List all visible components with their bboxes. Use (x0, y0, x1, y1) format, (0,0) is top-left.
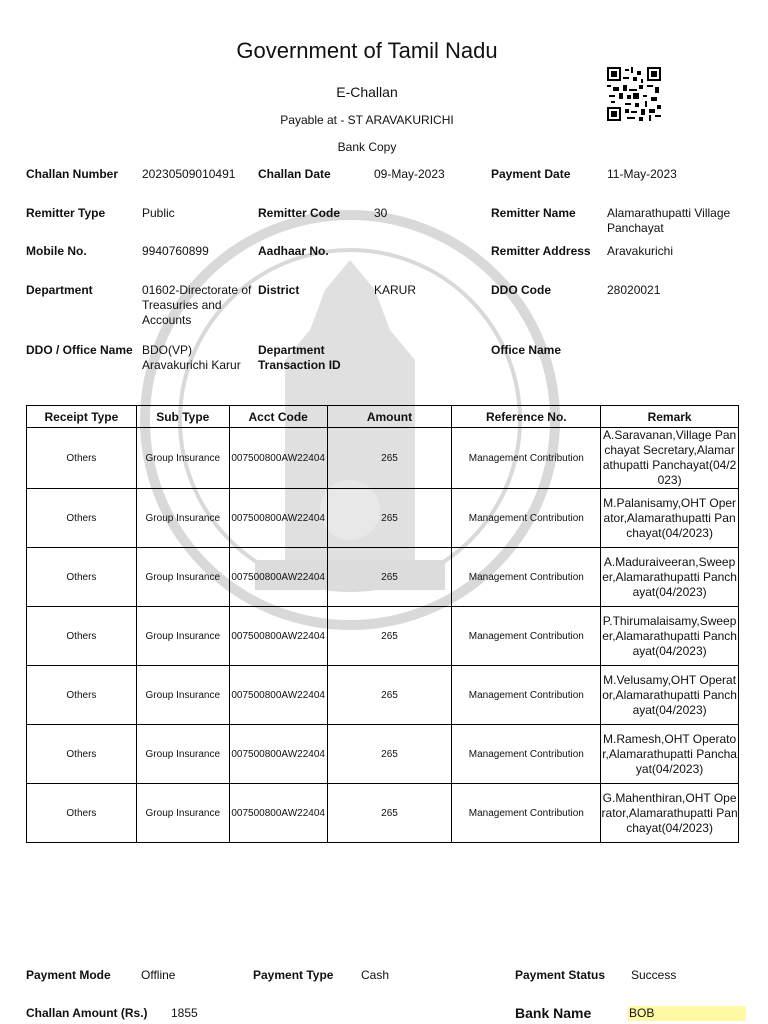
department-value: 01602-Directorate of Treasuries and Accounts (142, 283, 252, 327)
payment-date-label: Payment Date (491, 167, 571, 181)
payment-mode-value: Offline (141, 968, 176, 982)
sub-type-cell: Group Insurance (136, 548, 229, 607)
bank-name-value: BOB (628, 1006, 746, 1021)
sub-type-cell: Group Insurance (136, 784, 229, 843)
remitter-name-label: Remitter Name (491, 206, 576, 220)
table-row (27, 607, 739, 666)
reference-cell: Management Contribution (452, 784, 601, 843)
remark-cell: A.Saravanan,Village Panchayat Secretary,Alamarathupatti Panchayat(04/2023) (601, 428, 739, 489)
col-acct-code: Acct Code (229, 406, 327, 428)
remark-cell: P.Thirumalaisamy,Sweeper,Alamarathupatti Panchayat(04/2023) (601, 607, 739, 666)
receipt-type-cell: Others (27, 666, 137, 725)
sub-type-cell: Group Insurance (136, 607, 229, 666)
reference-cell: Management Contribution (452, 725, 601, 784)
mobile-label: Mobile No. (26, 244, 87, 258)
challan-amount-label: Challan Amount (Rs.) (26, 1006, 148, 1020)
mobile-value: 9940760899 (142, 244, 209, 258)
acct-code-cell: 007500800AW22404 (229, 548, 327, 607)
amount-cell: 265 (327, 725, 452, 784)
payment-date-value: 11-May-2023 (607, 167, 677, 181)
table-row (27, 428, 739, 489)
amount-cell: 265 (327, 784, 452, 843)
col-reference: Reference No. (452, 406, 601, 428)
remitter-type-label: Remitter Type (26, 206, 106, 220)
acct-code-cell: 007500800AW22404 (229, 489, 327, 548)
receipt-type-cell: Others (27, 725, 137, 784)
receipt-type-cell: Others (27, 428, 137, 489)
remitter-code-label: Remitter Code (258, 206, 341, 220)
payable-at: Payable at - ST ARAVAKURICHI (280, 113, 454, 127)
remark-cell: A.Maduraiveeran,Sweeper,Alamarathupatti Panchayat(04/2023) (601, 548, 739, 607)
reference-cell: Management Contribution (452, 607, 601, 666)
table-row (27, 548, 739, 607)
col-sub-type: Sub Type (136, 406, 229, 428)
amount-cell: 265 (327, 489, 452, 548)
challan-date-label: Challan Date (258, 167, 331, 181)
receipt-type-cell: Others (27, 489, 137, 548)
payment-mode-label: Payment Mode (26, 968, 111, 982)
table-row (27, 784, 739, 843)
acct-code-cell: 007500800AW22404 (229, 784, 327, 843)
remark-cell: M.Ramesh,OHT Operator,Alamarathupatti Panchayat(04/2023) (601, 725, 739, 784)
aadhaar-label: Aadhaar No. (258, 244, 329, 258)
table-row (27, 666, 739, 725)
ddo-code-value: 28020021 (607, 283, 661, 297)
page-title: Government of Tamil Nadu (236, 38, 498, 63)
table-row (27, 489, 739, 548)
department-label: Department (26, 283, 93, 297)
receipt-type-cell: Others (27, 548, 137, 607)
dept-transaction-label: Department Transaction ID (258, 343, 341, 372)
district-label: District (258, 283, 300, 297)
payment-status-value: Success (631, 968, 677, 982)
payment-status-label: Payment Status (515, 968, 606, 982)
district-value: KARUR (374, 283, 417, 297)
bank-name-label: Bank Name (515, 1005, 592, 1021)
remitter-address-value: Aravakurichi (607, 244, 674, 258)
col-amount: Amount (327, 406, 452, 428)
qr-code-icon (607, 67, 661, 121)
reference-cell: Management Contribution (452, 428, 601, 489)
payment-type-value: Cash (361, 968, 390, 982)
challan-date-value: 09-May-2023 (374, 167, 445, 181)
amount-cell: 265 (327, 607, 452, 666)
table-header-row (27, 406, 739, 428)
col-remark: Remark (601, 406, 739, 428)
sub-type-cell: Group Insurance (136, 725, 229, 784)
amount-cell: 265 (327, 428, 452, 489)
document-type: E-Challan (336, 84, 398, 100)
copy-type: Bank Copy (337, 140, 397, 154)
table-row (27, 725, 739, 784)
receipt-type-cell: Others (27, 784, 137, 843)
remitter-name-value: Alamarathupatti Village Panchayat (607, 206, 731, 235)
col-receipt-type: Receipt Type (27, 406, 137, 428)
remitter-code-value: 30 (374, 206, 388, 220)
challan-amount-value: 1855 (171, 1006, 198, 1020)
amount-cell: 265 (327, 666, 452, 725)
challan-number-label: Challan Number (26, 167, 119, 181)
amount-cell: 265 (327, 548, 452, 607)
sub-type-cell: Group Insurance (136, 428, 229, 489)
sub-type-cell: Group Insurance (136, 666, 229, 725)
payment-type-label: Payment Type (253, 968, 334, 982)
sub-type-cell: Group Insurance (136, 489, 229, 548)
reference-cell: Management Contribution (452, 548, 601, 607)
reference-cell: Management Contribution (452, 489, 601, 548)
remitter-address-label: Remitter Address (491, 244, 591, 258)
acct-code-cell: 007500800AW22404 (229, 428, 327, 489)
reference-cell: Management Contribution (452, 666, 601, 725)
receipt-type-cell: Others (27, 607, 137, 666)
acct-code-cell: 007500800AW22404 (229, 666, 327, 725)
office-name-label: Office Name (491, 343, 562, 357)
remitter-type-value: Public (142, 206, 175, 220)
remark-cell: G.Mahenthiran,OHT Operator,Alamarathupatti Panchayat(04/2023) (601, 784, 739, 843)
receipt-table (26, 405, 739, 843)
ddo-office-value: BDO(VP) Aravakurichi Karur (142, 343, 241, 372)
ddo-office-label: DDO / Office Name (26, 343, 133, 357)
remark-cell: M.Velusamy,OHT Operator,Alamarathupatti Panchayat(04/2023) (601, 666, 739, 725)
acct-code-cell: 007500800AW22404 (229, 725, 327, 784)
ddo-code-label: DDO Code (491, 283, 551, 297)
challan-number-value: 20230509010491 (142, 167, 236, 181)
acct-code-cell: 007500800AW22404 (229, 607, 327, 666)
remark-cell: M.Palanisamy,OHT Operator,Alamarathupatti Panchayat(04/2023) (601, 489, 739, 548)
